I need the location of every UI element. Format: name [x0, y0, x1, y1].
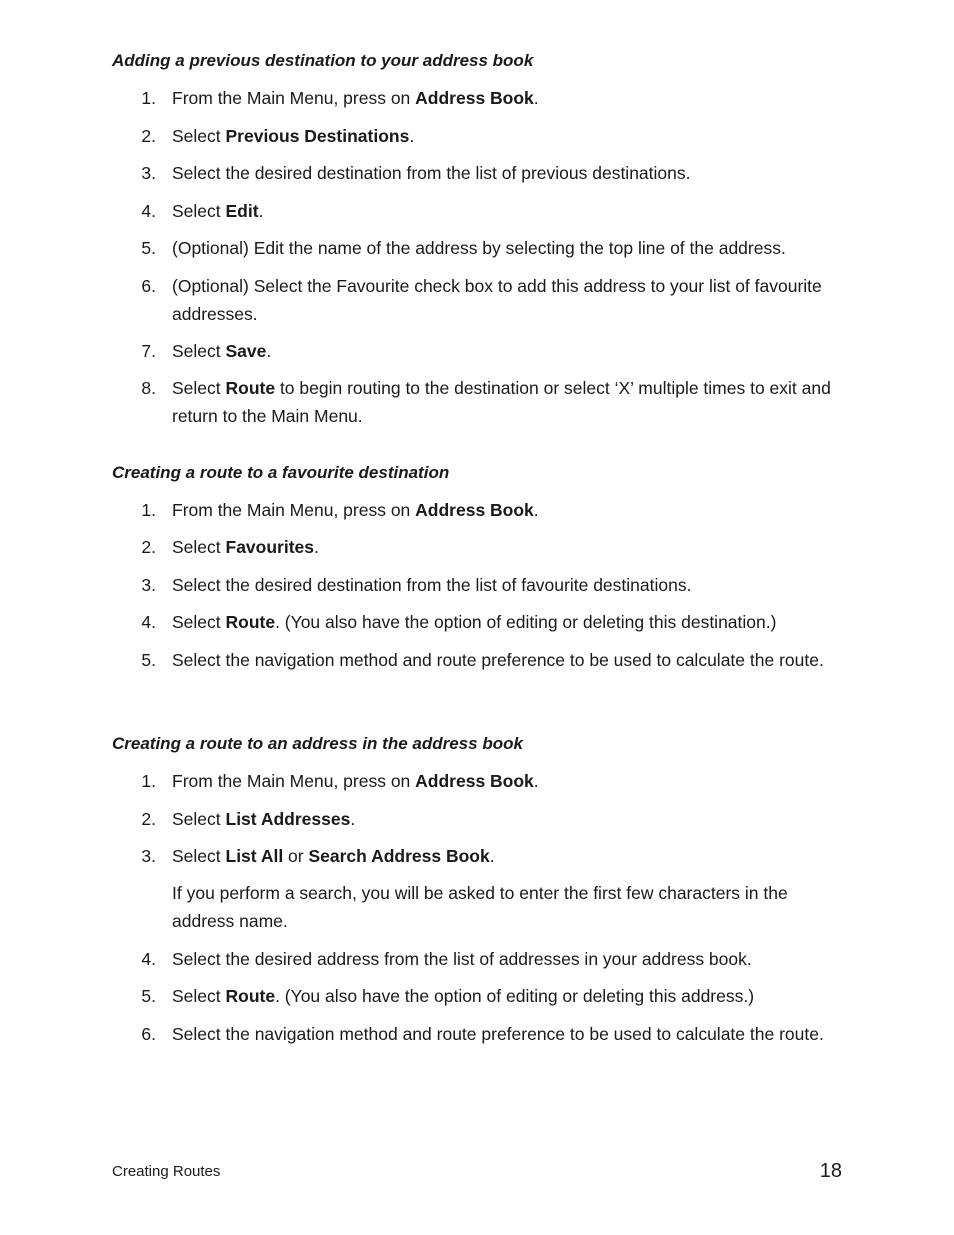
section-heading: Adding a previous destination to your address book [112, 51, 534, 70]
text-run: Select the desired address from the list of addresses in your address book. [172, 949, 752, 969]
step-text [172, 337, 844, 365]
text-run: Select the desired destination from the list of previous destinations. [172, 163, 691, 183]
bold-term: List All [225, 846, 284, 866]
text-run: Select [172, 126, 226, 146]
step-text [172, 272, 844, 328]
step-note [172, 879, 844, 935]
text-run: . [489, 846, 495, 866]
step-number: 7. [141, 341, 156, 361]
text-run: . (You also have the option of editing or deleting this destination.) [275, 612, 777, 632]
step-text [172, 197, 844, 225]
text-run: From the Main Menu, press on [172, 88, 416, 108]
section-heading: Creating a route to an address in the address book [112, 734, 523, 753]
step-number: 2. [141, 126, 156, 146]
step-text [172, 608, 844, 636]
text-run: Select [172, 809, 226, 829]
step-number: 5. [141, 986, 156, 1006]
text-run: (Optional) Select the Favourite check box to add this address to your list of favourite addresses. [172, 276, 822, 324]
step-text [172, 982, 844, 1010]
step-text [172, 767, 844, 795]
text-run: From the Main Menu, press on [172, 771, 416, 791]
step-number: 2. [141, 537, 156, 557]
page-number: 18 [819, 1160, 842, 1182]
text-run: . [533, 500, 539, 520]
bold-term: Address Book [415, 500, 534, 520]
step-number: 2. [141, 809, 156, 829]
step-number: 4. [141, 201, 156, 221]
step-text [172, 571, 844, 599]
bold-term: Save [225, 341, 267, 361]
step-number: 6. [141, 276, 156, 296]
footer-section-title: Creating Routes [112, 1163, 221, 1180]
step-text [172, 842, 844, 870]
bold-term: Address Book [415, 771, 534, 791]
text-run: . [350, 809, 356, 829]
text-run: Select [172, 612, 226, 632]
step-number: 4. [141, 612, 156, 632]
step-text [172, 84, 844, 112]
step-number: 4. [141, 949, 156, 969]
text-run: . [409, 126, 415, 146]
step-number: 1. [141, 88, 156, 108]
text-run: Select [172, 378, 226, 398]
step-text [172, 234, 844, 262]
text-run: or [283, 846, 309, 866]
text-run: Select [172, 537, 226, 557]
step-text [172, 646, 844, 674]
step-number: 3. [141, 163, 156, 183]
text-run: . [258, 201, 264, 221]
text-run: . [266, 341, 272, 361]
step-text [172, 374, 844, 430]
bold-term: Address Book [415, 88, 534, 108]
text-run: . [533, 771, 539, 791]
text-run: . [314, 537, 319, 557]
bold-term: Edit [225, 201, 259, 221]
text-run: Select [172, 986, 226, 1006]
text-run: If you perform a search, you will be asked to enter the first few characters in the address name. [172, 883, 788, 931]
step-text [172, 533, 844, 561]
step-text [172, 496, 844, 524]
step-text [172, 1020, 844, 1048]
bold-term: Route [225, 378, 276, 398]
step-number: 8. [141, 378, 156, 398]
bold-term: Previous Destinations [225, 126, 410, 146]
text-run: Select the navigation method and route preference to be used to calculate the route. [172, 1024, 824, 1044]
text-run: From the Main Menu, press on [172, 500, 416, 520]
step-number: 6. [141, 1024, 156, 1044]
text-run: (Optional) Edit the name of the address by selecting the top line of the address. [172, 238, 786, 258]
text-run: Select [172, 846, 226, 866]
step-number: 3. [141, 575, 156, 595]
section-heading: Creating a route to a favourite destination [112, 463, 450, 482]
text-run: Select [172, 201, 226, 221]
bold-term: Search Address Book [308, 846, 490, 866]
step-number: 5. [141, 238, 156, 258]
step-number: 1. [141, 500, 156, 520]
step-text [172, 122, 844, 150]
bold-term: Favourites [225, 537, 314, 557]
step-number: 1. [141, 771, 156, 791]
step-text [172, 805, 844, 833]
bold-term: Route [225, 612, 276, 632]
bold-term: List Addresses [225, 809, 351, 829]
step-text [172, 945, 844, 973]
bold-term: Route [225, 986, 276, 1006]
text-run: Select the desired destination from the list of favourite destinations. [172, 575, 692, 595]
text-run: to begin routing to the destination or select ‘X’ multiple times to exit and return to the Main Menu. [172, 378, 831, 426]
text-run: . [533, 88, 539, 108]
text-run: . (You also have the option of editing or deleting this address.) [275, 986, 755, 1006]
text-run: Select [172, 341, 226, 361]
text-run: Select the navigation method and route preference to be used to calculate the route. [172, 650, 824, 670]
step-text [172, 159, 844, 187]
step-number: 3. [141, 846, 156, 866]
step-number: 5. [141, 650, 156, 670]
